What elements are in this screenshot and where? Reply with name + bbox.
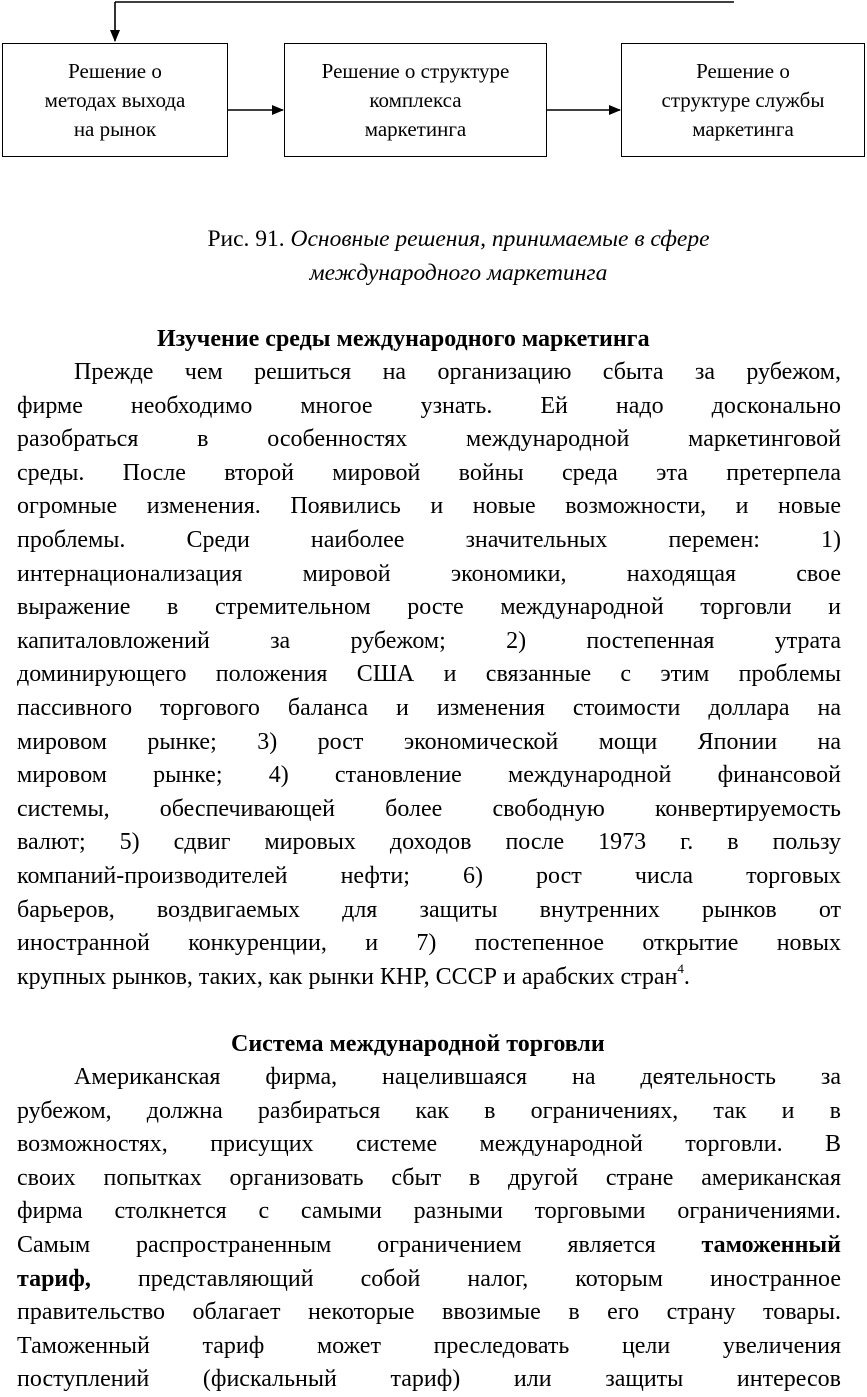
text-line bbox=[17, 726, 841, 760]
text-line-content: рубежом, должна разбираться как в ограничениях, так и в bbox=[17, 1097, 841, 1124]
text-line bbox=[17, 1263, 841, 1297]
text-line-content: разобраться в особенностях международной маркетинговой bbox=[17, 426, 841, 453]
text-line-content: представляющий собой налог, которым иностранное bbox=[90, 1265, 841, 1292]
text-line-content: среды. После второй мировой войны среда эта претерпела bbox=[17, 459, 841, 486]
marketing-decisions-diagram bbox=[0, 0, 867, 160]
text-line bbox=[17, 558, 841, 592]
text-line-content: поступлений (фискальный тариф) или защиты интересов bbox=[17, 1366, 841, 1393]
text-line-content: проблемы. Среди наиболее значительных перемен: 1) bbox=[17, 526, 841, 553]
caption-prefix: Рис. 91. bbox=[207, 226, 291, 252]
decision-box-marketing-mix bbox=[284, 43, 547, 157]
text-line bbox=[17, 457, 841, 491]
bold-term: таможенный bbox=[701, 1231, 841, 1258]
text-line-content: правительство облагает некоторые ввозимые в его страну товары. bbox=[17, 1299, 841, 1326]
footnote-marker: 4 bbox=[677, 960, 684, 976]
box-line: маркетинга bbox=[364, 116, 467, 141]
text-line bbox=[17, 390, 841, 424]
text-line bbox=[17, 1229, 841, 1263]
text-line bbox=[17, 1195, 841, 1229]
text-line-content: фирме необходимо многое узнать. Ей надо досконально bbox=[17, 392, 841, 419]
box-line: методах выхода bbox=[44, 87, 186, 112]
text-line bbox=[17, 793, 841, 827]
box-line: Решение о структуре bbox=[321, 58, 510, 83]
paragraph-trade-system bbox=[17, 1061, 841, 1397]
text-line bbox=[17, 961, 841, 995]
text-line-content: интернационализация мировой экономики, находящая свое bbox=[17, 560, 841, 587]
text-line-content: Таможенный тариф может преследовать цели увеличения bbox=[17, 1332, 841, 1359]
text-line bbox=[17, 490, 841, 524]
caption-line-1 bbox=[0, 222, 867, 256]
text-line bbox=[17, 625, 841, 659]
text-line bbox=[17, 1296, 841, 1330]
text-line bbox=[17, 927, 841, 961]
text-line bbox=[17, 1095, 841, 1129]
text-line-content: доминирующего положения США и связанные с этим проблемы bbox=[17, 661, 841, 688]
box-line: комплекса bbox=[369, 87, 462, 112]
text-line bbox=[17, 759, 841, 793]
section-heading-trade-system: Система международной торговли bbox=[231, 1031, 605, 1057]
text-line-content: возможностях, присущих системе международной торговли. В bbox=[17, 1131, 841, 1158]
text-line-content: иностранной конкуренции, и 7) постепенное открытие новых bbox=[17, 930, 841, 957]
sentence-period: . bbox=[683, 963, 690, 990]
text-line bbox=[17, 1330, 841, 1364]
text-line bbox=[17, 692, 841, 726]
text-line bbox=[17, 860, 841, 894]
text-line bbox=[17, 894, 841, 928]
text-line bbox=[17, 1061, 841, 1095]
text-line-content: мировом рынке; 3) рост экономической мощи Японии на bbox=[17, 728, 841, 755]
caption-title-part1: Основные решения, принимаемые в сфере bbox=[290, 226, 710, 252]
caption-title-part2: международного маркетинга bbox=[309, 260, 608, 286]
figure-caption bbox=[0, 222, 867, 290]
text-line bbox=[17, 826, 841, 860]
text-line-content: крупных рынков, таких, как рынки КНР, СССР и арабских стран bbox=[17, 963, 678, 990]
text-line-content: выражение в стремительном росте международной торговли и bbox=[17, 594, 841, 621]
paragraph-marketing-environment bbox=[17, 356, 841, 994]
text-line-content: пассивного торгового баланса и изменения стоимости доллара на bbox=[17, 694, 841, 721]
text-line-content: Американская фирма, нацелившаяся на деятельность за bbox=[74, 1064, 841, 1090]
text-line-content: Прежде чем решиться на организацию сбыта за рубежом, bbox=[74, 359, 841, 385]
text-line-content: огромные изменения. Появились и новые возможности, и новые bbox=[17, 493, 841, 520]
bold-term: тариф, bbox=[17, 1265, 91, 1292]
box-line: Решение о bbox=[696, 58, 790, 83]
text-line bbox=[17, 1162, 841, 1196]
text-line-content: системы, обеспечивающей более свободную конвертируемость bbox=[17, 795, 841, 822]
box-line: Решение о bbox=[68, 58, 162, 83]
box-line: на рынок bbox=[73, 116, 157, 141]
section-heading-marketing-environment: Изучение среды международного маркетинга bbox=[157, 326, 650, 352]
text-line-content: своих попытках организовать сбыт в другой стране американская bbox=[17, 1164, 841, 1191]
box-line: маркетинга bbox=[692, 116, 794, 141]
text-line-content: капиталовложений за рубежом; 2) постепенная утрата bbox=[17, 627, 841, 654]
decision-box-marketing-organization bbox=[621, 43, 865, 157]
text-line bbox=[17, 356, 841, 390]
text-line-content: мировом рынке; 4) становление международной финансовой bbox=[17, 762, 841, 789]
text-line bbox=[17, 524, 841, 558]
text-line bbox=[17, 1363, 841, 1397]
text-line bbox=[17, 423, 841, 457]
box-line: структуре службы bbox=[661, 87, 825, 112]
text-line-content: барьеров, воздвигаемых для защиты внутренних рынков от bbox=[17, 896, 841, 923]
text-line bbox=[17, 1128, 841, 1162]
text-line-content: Самым распространенным ограничением является bbox=[17, 1231, 702, 1258]
text-line-content: валют; 5) сдвиг мировых доходов после 1973 г. в пользу bbox=[17, 829, 841, 856]
text-line bbox=[17, 658, 841, 692]
text-line-content: компаний-производителей нефти; 6) рост числа торговых bbox=[17, 862, 841, 889]
text-line-content: фирма столкнется с самыми разными торговыми ограничениями. bbox=[17, 1198, 841, 1225]
text-line bbox=[17, 591, 841, 625]
decision-box-market-entry bbox=[2, 43, 228, 157]
